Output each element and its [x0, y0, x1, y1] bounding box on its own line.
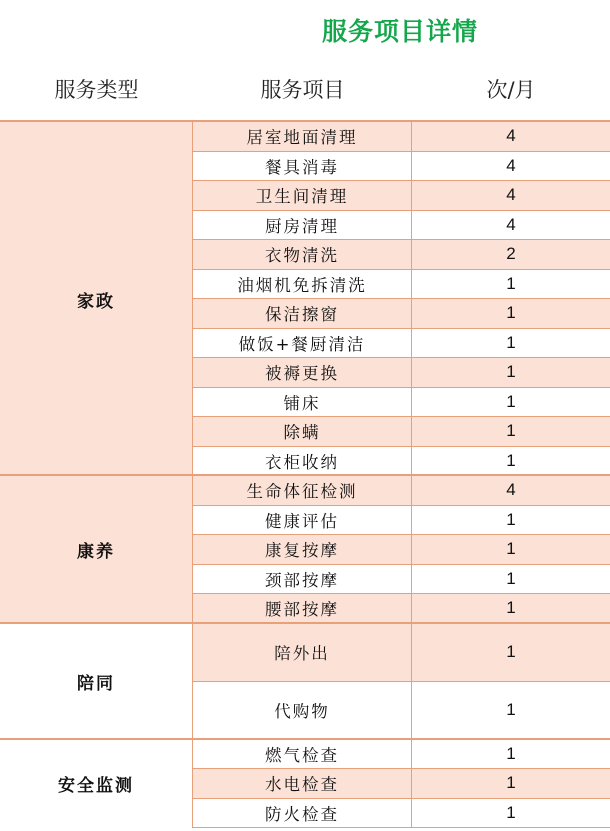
frequency-cell: 4 [506, 480, 516, 500]
table-row [193, 565, 610, 595]
service-item-cell: 油烟机免拆清洗 [193, 270, 412, 299]
table-row [193, 122, 610, 152]
service-item-cell: 居室地面清理 [193, 122, 412, 151]
service-item-cell: 保洁擦窗 [193, 299, 412, 328]
service-item-cell: 陪外出 [193, 624, 412, 681]
service-item-cell: 防火检查 [193, 799, 412, 828]
table-row [193, 799, 610, 829]
table-row [193, 682, 610, 740]
service-item-cell: 衣柜收纳 [193, 447, 412, 476]
service-type-cell: 安全监测 [0, 740, 193, 829]
service-item-cell: 水电检查 [193, 769, 412, 798]
table-row [193, 624, 610, 682]
service-type-cell: 康养 [0, 476, 193, 624]
table-row [193, 769, 610, 799]
service-item-cell: 做饭+餐厨清洁 [193, 329, 412, 358]
frequency-cell: 1 [506, 700, 516, 719]
table-row [193, 476, 610, 506]
frequency-cell: 4 [506, 214, 516, 234]
table-row [193, 152, 610, 182]
frequency-cell: 1 [506, 332, 516, 352]
table-row [193, 358, 610, 388]
frequency-cell: 4 [506, 185, 516, 205]
frequency-cell: 1 [506, 273, 516, 293]
service-item-cell: 被褥更换 [193, 358, 412, 387]
table-row [193, 417, 610, 447]
header-service-type: 服务类型 [54, 78, 139, 102]
service-type-cell: 陪同 [0, 624, 193, 740]
service-item-cell: 燃气检查 [193, 740, 412, 769]
service-item-cell: 康复按摩 [193, 535, 412, 564]
frequency-cell: 1 [506, 362, 516, 382]
frequency-cell: 1 [506, 509, 516, 529]
service-item-cell: 颈部按摩 [193, 565, 412, 594]
service-item-cell: 餐具消毒 [193, 152, 412, 181]
frequency-cell: 1 [506, 598, 516, 618]
header-frequency: 次/月 [486, 78, 536, 102]
frequency-cell: 1 [506, 568, 516, 588]
frequency-cell: 1 [506, 391, 516, 411]
table-row [193, 535, 610, 565]
service-item-cell: 健康评估 [193, 506, 412, 535]
table-row [193, 388, 610, 418]
frequency-cell: 1 [506, 802, 516, 822]
service-item-cell: 代购物 [193, 682, 412, 739]
frequency-cell: 2 [506, 244, 516, 264]
group-0 [0, 120, 610, 474]
table-row [193, 329, 610, 359]
frequency-cell: 1 [506, 303, 516, 323]
group-2 [0, 622, 610, 738]
service-item-cell: 卫生间清理 [193, 181, 412, 210]
frequency-cell: 4 [506, 155, 516, 175]
table-row [193, 270, 610, 300]
table-row [193, 594, 610, 624]
table-row [193, 506, 610, 536]
service-item-cell: 腰部按摩 [193, 594, 412, 623]
frequency-cell: 1 [506, 421, 516, 441]
group-1 [0, 474, 610, 622]
service-item-cell: 铺床 [193, 388, 412, 417]
frequency-cell: 1 [506, 743, 516, 763]
table-row [193, 181, 610, 211]
table-row [193, 299, 610, 329]
service-item-cell: 生命体征检测 [193, 476, 412, 505]
service-item-cell: 除螨 [193, 417, 412, 446]
table-row [193, 240, 610, 270]
service-item-cell: 厨房清理 [193, 211, 412, 240]
table-row [193, 447, 610, 477]
service-item-cell: 衣物清洗 [193, 240, 412, 269]
service-type-cell: 家政 [0, 122, 193, 476]
header-service-item: 服务项目 [260, 78, 345, 102]
table-row [193, 211, 610, 241]
frequency-cell: 1 [506, 773, 516, 793]
frequency-cell: 1 [506, 539, 516, 559]
page-title: 服务项目详情 [321, 17, 478, 46]
frequency-cell: 1 [506, 642, 516, 661]
group-3 [0, 738, 610, 827]
frequency-cell: 1 [506, 450, 516, 470]
frequency-cell: 4 [506, 126, 516, 146]
table-row [193, 740, 610, 770]
